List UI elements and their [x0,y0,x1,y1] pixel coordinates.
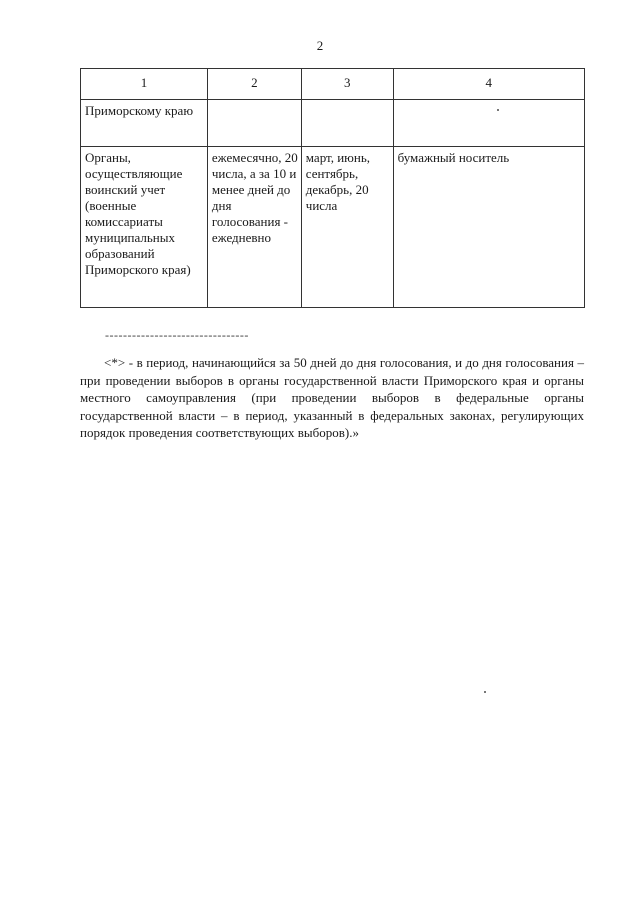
scan-speck [484,691,486,693]
scan-speck [497,109,499,111]
table-cell [393,100,584,147]
table-row [81,100,585,147]
table-cell: ежемесячно, 20 числа, а за 10 и менее дней до дня голосования - ежедневно [207,147,301,308]
table-cell: Приморскому краю [81,100,208,147]
table-cell [301,100,393,147]
table-cell [207,100,301,147]
table-row [81,147,585,308]
page-number: 2 [316,38,324,53]
header-cell: 1 [81,69,208,100]
header-cell: 2 [207,69,301,100]
data-table [80,68,585,308]
header-cell: 3 [301,69,393,100]
table-cell: Органы, осуществляющие воинский учет (военные комиссариаты муниципальных образований Приморского края) [81,147,208,308]
footnote-separator: -------------------------------- [105,328,249,342]
footnote-text: <*> - в период, начинающийся за 50 дней до дня голосования, и до дня голосования – при проведении выборов в органы государственной власти Приморского края и органы местного самоуправления (при проведении выборов в федеральные органы государственной власти – в период, указанный в федеральных законах, регулирующих порядок проведения соответствующих выборов).» [80,355,584,440]
table-cell: март, июнь, сентябрь, декабрь, 20 числа [301,147,393,308]
table-cell: бумажный носитель [393,147,584,308]
table-header-row [81,69,585,100]
header-cell: 4 [393,69,584,100]
